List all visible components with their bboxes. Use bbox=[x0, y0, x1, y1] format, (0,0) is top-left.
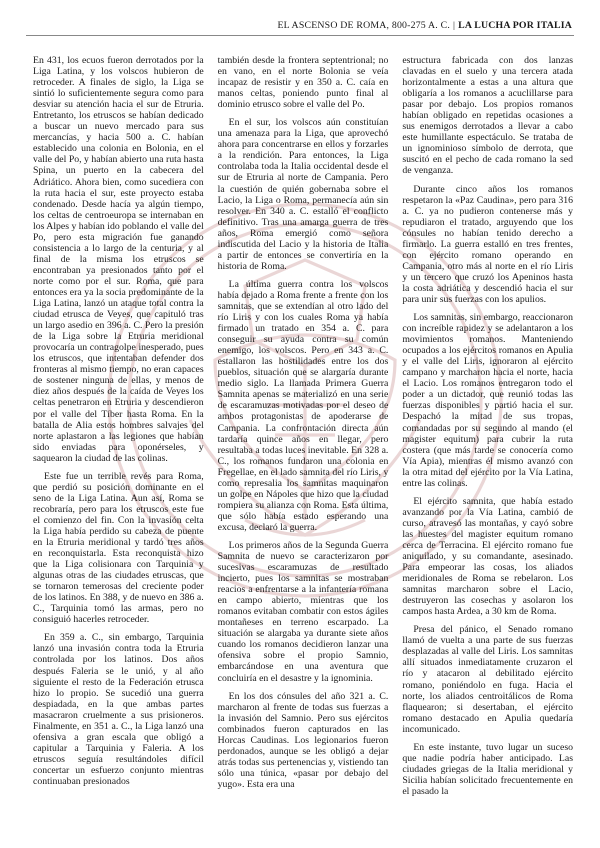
column-1 bbox=[33, 55, 204, 835]
running-title: EL ASCENSO DE ROMA, 800-275 A. C. bbox=[277, 20, 450, 31]
column-2 bbox=[218, 55, 389, 835]
paragraph: Durante cinco años los romanos respetaron la «Paz Caudina», pero para 316 a. C. ya no pudieron contenerse más y repudiaron el tratado, arguyendo que los cónsules no habían tenido derecho a firmarlo. La guerra estalló en tres frentes, con ejército romano operando en Campania, otro más al norte en el río Liris y un tercero que cruzó los Apeninos hasta la costa adriática y descendió hacia el sur para unir sus fuerzas con los apulios. bbox=[402, 183, 574, 305]
paragraph: estructura fabricada con dos lanzas clavadas en el suelo y una tercera atada horizontalmente a estas a una altura que obligaría a los romanos a acuclillarse para pasar por debajo. Los propios romanos habían obligado en repetidas ocasiones a sus enemigos derrotados a llevar a cabo este humillante espectáculo. Se trataba de un ignominioso símbolo de derrota, que suscitó en el pecho de cada romano la sed de venganza. bbox=[402, 55, 574, 177]
paragraph: Los primeros años de la Segunda Guerra Samnita de nuevo se caracterizaron por sucesivas escaramuzas de resultado incierto, pues los samnitas se mostraban reacios a enfrentarse a la infantería romana en campo abierto, mientras que los romanos evitaban combatir con estos ágiles montañeses en terreno escarpado. La situación se alargaba ya durante siete años cuando los romanos decidieron lanzar una ofensiva sobre el propio Samnio, embarcándose en una aventura que concluiría en el desastre y la ignominia. bbox=[217, 539, 389, 684]
paragraph: El ejército samnita, que había estado avanzando por la Vía Latina, cambió de curso, atravesó las montañas, y cayó sobre las huestes del magister equitum romano cerca de Terracina. El ejército romano fue aniquilado, y su comandante, asesinado. Para empeorar las cosas, los aliados meridionales de Roma se rebelaron. Los samnitas marcharon sobre el Lacio, destruyeron las cosechas y asolaron los campos hasta Ardea, a 30 km de Roma. bbox=[402, 495, 574, 618]
paragraph: Presa del pánico, el Senado romano llamó de vuelta a una parte de sus fuerzas desplazadas al valle del Liris. Los samnitas allí situados inmediatamente cruzaron el río y atacaron al debilitado ejército romano, poniéndolo en fuga. Hacia el norte, los aliados centroitálicos de Roma flaquearon; si desertaban, el ejército romano destacado en Apulia quedaría incomunicado. bbox=[402, 624, 574, 735]
section-title: LA LUCHA POR ITALIA bbox=[458, 20, 572, 31]
text-columns bbox=[33, 55, 573, 835]
running-header bbox=[277, 20, 572, 31]
paragraph: En este instante, tuvo lugar un suceso que nadie podría haber anticipado. Las ciudades griegas de la Italia meridional y Sicilia habían solicitado frecuentemente en el pasado la bbox=[402, 741, 574, 797]
header-separator: | bbox=[452, 20, 456, 31]
paragraph: La última guerra contra los volscos había dejado a Roma frente a frente con los samnitas, que se extendían al otro lado del río Liris y con los cuales Roma ya había firmado un tratado en 354 a. C. para conseguir su ayuda contra su común enemigo, los volscos. Pero en 343 a. C. estallaron las hostilidades entre los dos pueblos, situación que se alargaría durante medio siglo. La llamada Primera Guerra Samnita apenas se materializó en una serie de escaramuzas motivadas por el deseo de ambos protagonistas de apoderarse de Campania. La confrontación directa aún tardaría quince años en llegar, pero resultaba a todas luces inevitable. En 328 a. C., los romanos fundaron una colonia en Fregellae, en el lado samnita del río Liris, y como represalia los samnitas maquinaron un golpe en Nápoles que hizo que la ciudad rompiera su alianza con Roma. Esta última, que sólo había estado esperando una excusa, declaró la guerra. bbox=[217, 278, 389, 533]
paragraph: Los samnitas, sin embargo, reaccionaron con increíble rapidez y se adelantaron a los movimientos romanos. Manteniendo ocupados a los ejércitos romanos en Apulia y el valle del Liris, ignoraron al ejército campano y marcharon hacia el norte, hacia el Lacio. Los romanos entregaron todo el poder a un dictador, que reunió todas las fuerzas disponibles y partió hacia el sur. Despachó la mitad de sus tropas, comandadas por su segundo al mando (el magister equitum) para cubrir la ruta costera (que más tarde se conocería como Vía Apia), mientras él mismo avanzó con la otra mitad del ejército por la Vía Latina, entre las colinas. bbox=[402, 312, 574, 489]
paragraph: también desde la frontera septentrional; no en vano, en el norte Bolonia se veía incapaz de resistir y en 350 a. C. caía en manos celtas, poniendo punto final al dominio etrusco sobre el valle del Po. bbox=[217, 55, 389, 111]
paragraph: En 431, los ecuos fueron derrotados por la Liga Latina, y los volscos hubieron de retroceder. A finales de siglo, la Liga se sintió lo suficientemente segura como para desviar su atención hacia el sur de Etruria. Entretanto, los etruscos se habían dedicado a buscar un nuevo mercado para sus mercancías, y hacia 500 a. C. habían establecido una colonia en Bolonia, en el valle del Po, y habían abierto una ruta hasta Spina, un puerto en la cabecera del Adriático. Ahora bien, como sucediera con la ruta hacia el sur, este proyecto estaba condenado. Desde hacía ya algún tiempo, los celtas de centroeuropa se internaban en los Alpes y habían ido poblando el valle del Po, pero esta migración fue ganando consistencia a lo largo de la centuria, y al final de la misma los etruscos se encontraban ya presionados tanto por el norte como por el sur. Roma, que para entonces era ya la socia predominante de la Liga Latina, lanzó un ataque total contra la ciudad etrusca de Veyes, que capituló tras un largo asedio en 396 a. C. Pero la presión de la Liga sobre la Etruria meridional provocaría un contragolpe inesperado, pues los etruscos, que intentaban defender dos fronteras al mismo tiempo, no eran capaces de sostener ninguna de ellas, y menos de diez años después de la caída de Veyes los celtas penetraron en Etruria y descendieron por el valle del Tíber hasta Roma. En la batalla de Alia estos hombres salvajes del norte aplastaron a las legiones que habían sido enviadas para oponérseles, y saquearon la ciudad de las colinas. bbox=[33, 55, 204, 464]
paragraph: En 359 a. C., sin embargo, Tarquinia lanzó una invasión contra toda la Etruria controlada por los latinos. Dos años después Faleria se le unió, y al año siguiente el resto de la Federación etrusca hizo lo propio. Se sucedió una guerra despiadada, en la que ambas partes masacraron cruelmente a sus prisioneros. Finalmente, en 351 a. C., la Liga lanzó una ofensiva a gran escala que obligó a capitular a Tarquinia y Faleria. A los etruscos seguía resultándoles difícil concertar un esfuerzo conjunto mientras continuaban presionados bbox=[33, 632, 204, 787]
paragraph: Este fue un terrible revés para Roma, que perdió su posición dominante en el seno de la Liga Latina. Aun así, Roma se recobraría, pero para los etruscos este fue el comienzo del fin. Con la invasión celta la Liga había perdido su cabeza de puente en la Etruria meridional y tardó tres años en reconquistarla. Esta reconquista hizo que la Liga colisionara con Tarquinia y algunas otras de las ciudades etruscas, que se tornaron temerosas del creciente poder de los latinos. En 388, y de nuevo en 386 a. C., Tarquinia tomó las armas, pero no consiguió hacerles retroceder. bbox=[33, 470, 204, 626]
column-3 bbox=[402, 55, 573, 835]
paragraph: En el sur, los volscos aún constituían una amenaza para la Liga, que aprovechó ahora para concentrarse en ellos y forzarles a la rendición. Para entonces, la Liga controlaba toda la Italia occidental desde el sur de Etruria al norte de Campania. Pero la cuestión de quién gobernaba sobre el Lacio, la Liga o Roma, permanecía aún sin resolver. En 340 a. C. estalló el conflicto definitivo. Tras una amarga guerra de tres años, Roma emergió como señora indiscutida del Lacio y la historia de Italia a partir de entonces se convertiría en la historia de Roma. bbox=[217, 117, 389, 272]
paragraph: En los dos cónsules del año 321 a. C. marcharon al frente de todas sus fuerzas a la invasión del Samnio. Pero sus ejércitos combinados fueron capturados en las Horcas Caudinas. Los legionarios fueron perdonados, aunque se les obligó a dejar atrás todas sus pertenencias y, vistiendo tan sólo una túnica, «pasar por debajo del yugo». Esta era una bbox=[217, 690, 389, 790]
header-rule bbox=[26, 35, 574, 36]
